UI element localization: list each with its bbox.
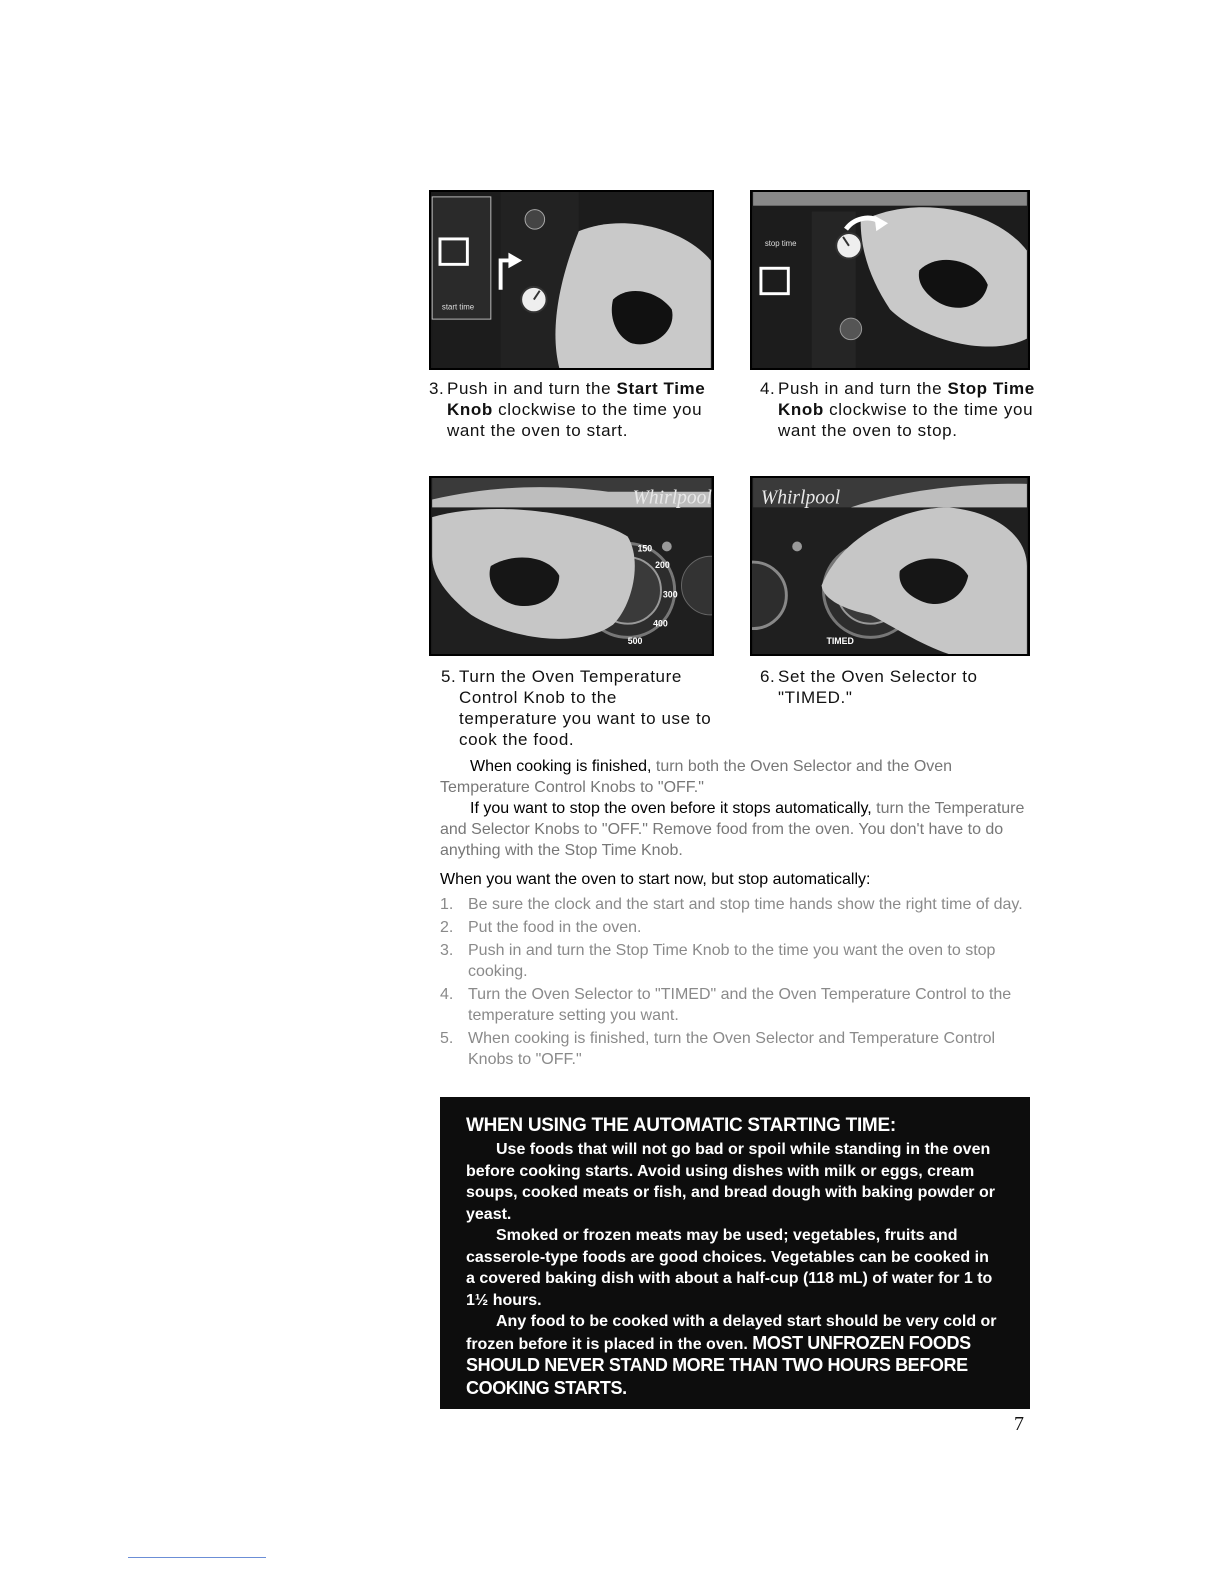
brand-logo-3: Whirlpool	[632, 487, 712, 509]
warning-paragraph-3	[466, 1311, 1002, 1400]
dial-mark-500: 500	[627, 636, 643, 647]
step-number: 3.	[440, 942, 454, 959]
step-text: When cooking is finished, turn the Oven Selector and Temperature Control Knobs to "OFF."	[468, 1030, 996, 1068]
step-number: 2.	[440, 919, 454, 936]
caption-3-post: clockwise to the time you want the oven to start.	[447, 400, 703, 440]
step-item	[440, 917, 1032, 938]
caption-step-3	[429, 378, 717, 441]
step-number: 5.	[440, 1030, 454, 1047]
caption-step-6	[760, 666, 1036, 708]
para2-rest: turn the Temperature and Selector Knobs to "OFF." Remove food from the oven. You don't have to do anything with the Stop Time Knob.	[440, 800, 1025, 859]
caption-6-text: Set the Oven Selector to "TIMED."	[778, 667, 978, 707]
dial-mark-150: 150	[637, 543, 653, 554]
warning-title: WHEN USING THE AUTOMATIC STARTING TIME:	[466, 1115, 896, 1136]
caption-4-pre: Push in and turn the	[778, 379, 948, 398]
photo-oven-selector	[750, 476, 1030, 656]
step-item	[440, 894, 1032, 915]
photo-temperature-knob	[429, 476, 714, 656]
stop-time-label: stop time	[764, 238, 797, 248]
instructions-body	[440, 756, 1032, 1072]
steps-heading: When you want the oven to start now, but stop automatically:	[440, 871, 871, 888]
page-number: 7	[1014, 1413, 1024, 1435]
photo-stop-time-knob	[750, 190, 1030, 370]
para1-lead: When cooking is finished,	[470, 758, 652, 775]
step-text: Push in and turn the Stop Time Knob to the time you want the oven to stop cooking.	[468, 942, 996, 980]
caption-4-number: 4.	[760, 379, 776, 398]
dial-mark-400: 400	[653, 618, 668, 629]
brand-logo-4: Whirlpool	[760, 487, 841, 509]
caption-step-5	[441, 666, 719, 750]
caption-3-bold: Start Time Knob	[447, 379, 706, 419]
warning-paragraph-2: Smoked or frozen meats may be used; vegetables, fruits and casserole-type foods are good choices. Vegetables can be cooked in a covered baking dish with about a half-cup (118 mL) of water for 1 to 1½ hours.	[466, 1227, 993, 1309]
start-knob-illustration	[431, 192, 712, 368]
caption-4-post: clockwise to the time you want the oven to stop.	[778, 400, 1034, 440]
photo-start-time-knob	[429, 190, 714, 370]
selector-knob-illustration	[752, 478, 1028, 654]
steps-list	[440, 894, 1032, 1070]
start-time-label: start time	[441, 302, 475, 312]
temperature-knob-illustration	[431, 478, 712, 654]
step-item	[440, 940, 1032, 982]
dial-mark-300: 300	[662, 589, 678, 600]
caption-3-pre: Push in and turn the	[447, 379, 617, 398]
para2-lead: If you want to stop the oven before it stops automatically,	[470, 800, 872, 817]
step-number: 4.	[440, 986, 454, 1003]
caption-5-number: 5.	[441, 667, 457, 686]
paragraph-when-finished	[440, 756, 1032, 798]
dial-mark-200: 200	[655, 559, 670, 570]
warning-box	[440, 1097, 1030, 1409]
footer-rule	[128, 1557, 266, 1558]
step-text: Turn the Oven Selector to "TIMED" and the Oven Temperature Control to the temperature setting you want.	[468, 986, 1012, 1024]
caption-6-number: 6.	[760, 667, 776, 686]
step-text: Be sure the clock and the start and stop time hands show the right time of day.	[468, 896, 1023, 913]
warning-p3-caps: MOST UNFROZEN FOODS SHOULD NEVER STAND MORE THAN TWO HOURS BEFORE COOKING STARTS.	[466, 1332, 971, 1398]
warning-p3-text: Any food to be cooked with a delayed start should be very cold or frozen before it is placed in the oven.	[466, 1313, 997, 1353]
caption-step-4	[760, 378, 1036, 441]
step-number: 1.	[440, 896, 454, 913]
step-text: Put the food in the oven.	[468, 919, 642, 936]
caption-3-number: 3.	[429, 379, 445, 398]
step-item	[440, 984, 1032, 1026]
warning-paragraph-1: Use foods that will not go bad or spoil while standing in the oven before cooking starts. Avoid using dishes with milk or eggs, cream soups, cooked meats or fish, and bread dough with baking powder or yeast.	[466, 1141, 995, 1223]
caption-4-bold: Stop Time Knob	[778, 379, 1035, 419]
caption-5-text: Turn the Oven Temperature Control Knob to the temperature you want to use to cook the food.	[459, 667, 712, 749]
dial-mark-timed: TIMED	[826, 636, 854, 647]
step-item	[440, 1028, 1032, 1070]
paragraph-stop-early	[440, 798, 1032, 861]
stop-knob-illustration	[752, 192, 1028, 368]
para1-rest: turn both the Oven Selector and the Oven Temperature Control Knobs to "OFF."	[440, 758, 953, 796]
